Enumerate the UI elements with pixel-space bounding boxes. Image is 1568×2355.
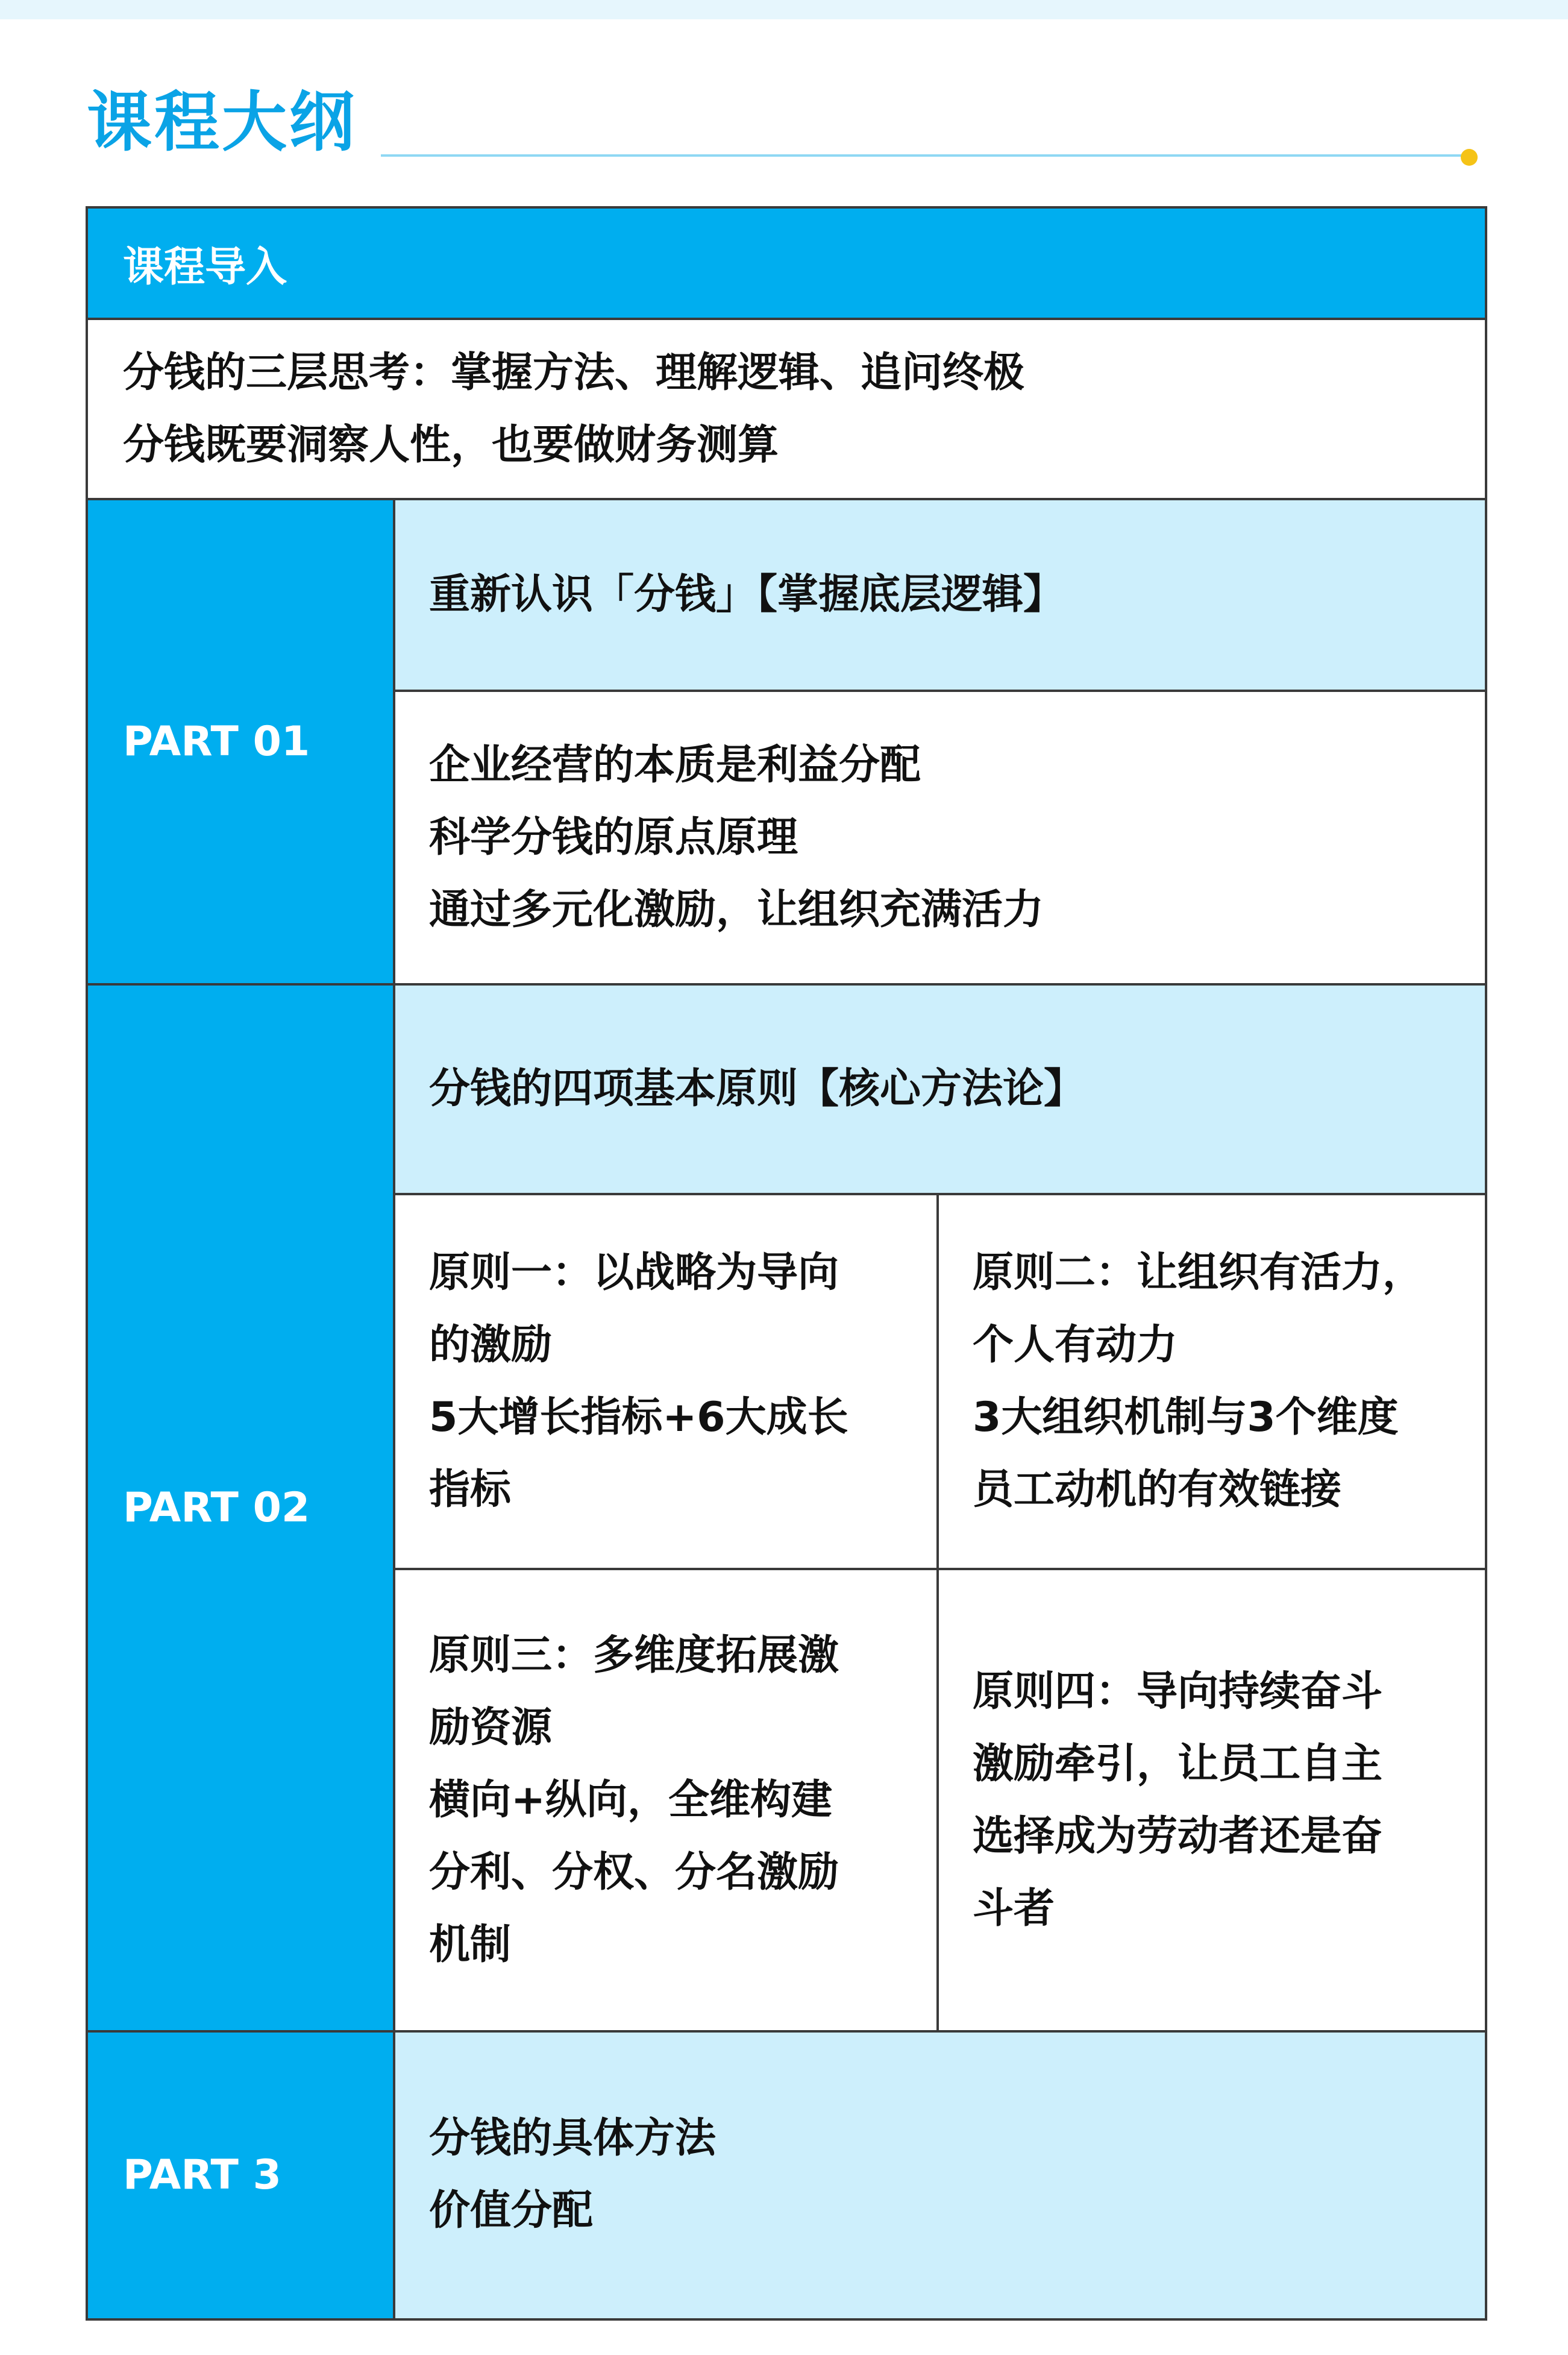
part3-item: 价值分配 bbox=[429, 2187, 594, 2234]
part2-heading: 分钱的四项基本原则【核心方法论】 bbox=[429, 1065, 1085, 1113]
grid-line bbox=[936, 1194, 939, 2031]
part3-label: PART 3 bbox=[123, 2151, 281, 2199]
part2-heading-cell bbox=[394, 984, 1485, 1194]
part1-items-cell bbox=[394, 691, 1485, 984]
grid-line bbox=[393, 499, 395, 2318]
principle-3-line: 原则三：多维度拓展激 bbox=[429, 1631, 839, 1679]
principle-1-line: 原则一：以战略为导向 bbox=[429, 1249, 839, 1297]
grid-line bbox=[88, 318, 1485, 320]
principle-3-cell bbox=[394, 1569, 938, 2031]
principle-3-line: 横向+纵向，全维构建 bbox=[429, 1776, 832, 1824]
principle-4-line: 斗者 bbox=[973, 1884, 1055, 1932]
principle-4-line: 原则四：导向持续奋斗 bbox=[973, 1667, 1383, 1715]
grid-line bbox=[88, 498, 1485, 500]
principle-3-line: 机制 bbox=[429, 1920, 512, 1969]
part1-item: 通过多元化激励，让组织充满活力 bbox=[429, 885, 1044, 934]
part1-item: 企业经营的本质是利益分配 bbox=[429, 741, 921, 789]
part3-item: 分钱的具体方法 bbox=[429, 2114, 717, 2162]
grid-line bbox=[394, 1568, 1485, 1570]
principle-2-line: 3大组织机制与3个维度 bbox=[973, 1394, 1399, 1441]
part3-items-cell bbox=[394, 2031, 1485, 2318]
principle-1-line: 指标 bbox=[429, 1466, 512, 1514]
top-band bbox=[0, 0, 1568, 19]
principle-1-cell bbox=[394, 1194, 938, 1569]
grid-line bbox=[394, 690, 1485, 692]
title-dot-decoration bbox=[1461, 149, 1478, 166]
intro-header bbox=[88, 209, 1485, 319]
page-title: 课程大纲 bbox=[87, 85, 357, 160]
intro-line: 分钱既要洞察人性，也要做财务测算 bbox=[123, 421, 779, 469]
principle-2-line: 原则二：让组织有活力， bbox=[973, 1249, 1424, 1297]
principle-4-line: 激励牵引，让员工自主 bbox=[973, 1740, 1383, 1788]
part2-label: PART 02 bbox=[123, 1484, 310, 1532]
principle-4-cell bbox=[938, 1569, 1485, 2031]
title-underline bbox=[381, 154, 1466, 157]
part1-heading-cell bbox=[394, 499, 1485, 691]
part2-label-cell bbox=[88, 984, 394, 2031]
principle-2-cell bbox=[938, 1194, 1485, 1569]
grid-line bbox=[88, 983, 1485, 986]
course-outline-table bbox=[86, 206, 1487, 2321]
part1-label-cell bbox=[88, 499, 394, 984]
principle-1-line: 的激励 bbox=[429, 1321, 553, 1369]
principle-2-line: 员工动机的有效链接 bbox=[973, 1466, 1342, 1514]
principle-3-line: 分利、分权、分名激励 bbox=[429, 1848, 839, 1896]
principle-4-line: 选择成为劳动者还是奋 bbox=[973, 1812, 1383, 1860]
intro-body bbox=[88, 319, 1485, 499]
part1-label: PART 01 bbox=[123, 718, 310, 766]
principle-2-line: 个人有动力 bbox=[973, 1321, 1178, 1369]
intro-line: 分钱的三层思考：掌握方法、理解逻辑、追问终极 bbox=[123, 348, 1025, 397]
part1-item: 科学分钱的原点原理 bbox=[429, 813, 798, 861]
grid-line bbox=[394, 1193, 1485, 1195]
grid-line bbox=[88, 2030, 1485, 2033]
part1-heading: 重新认识「分钱」【掌握底层逻辑】 bbox=[429, 571, 1065, 618]
principle-1-line: 5大增长指标+6大成长 bbox=[429, 1394, 848, 1441]
part3-label-cell bbox=[88, 2031, 394, 2318]
principle-3-line: 励资源 bbox=[429, 1703, 553, 1752]
intro-label: 课程导入 bbox=[123, 244, 287, 291]
